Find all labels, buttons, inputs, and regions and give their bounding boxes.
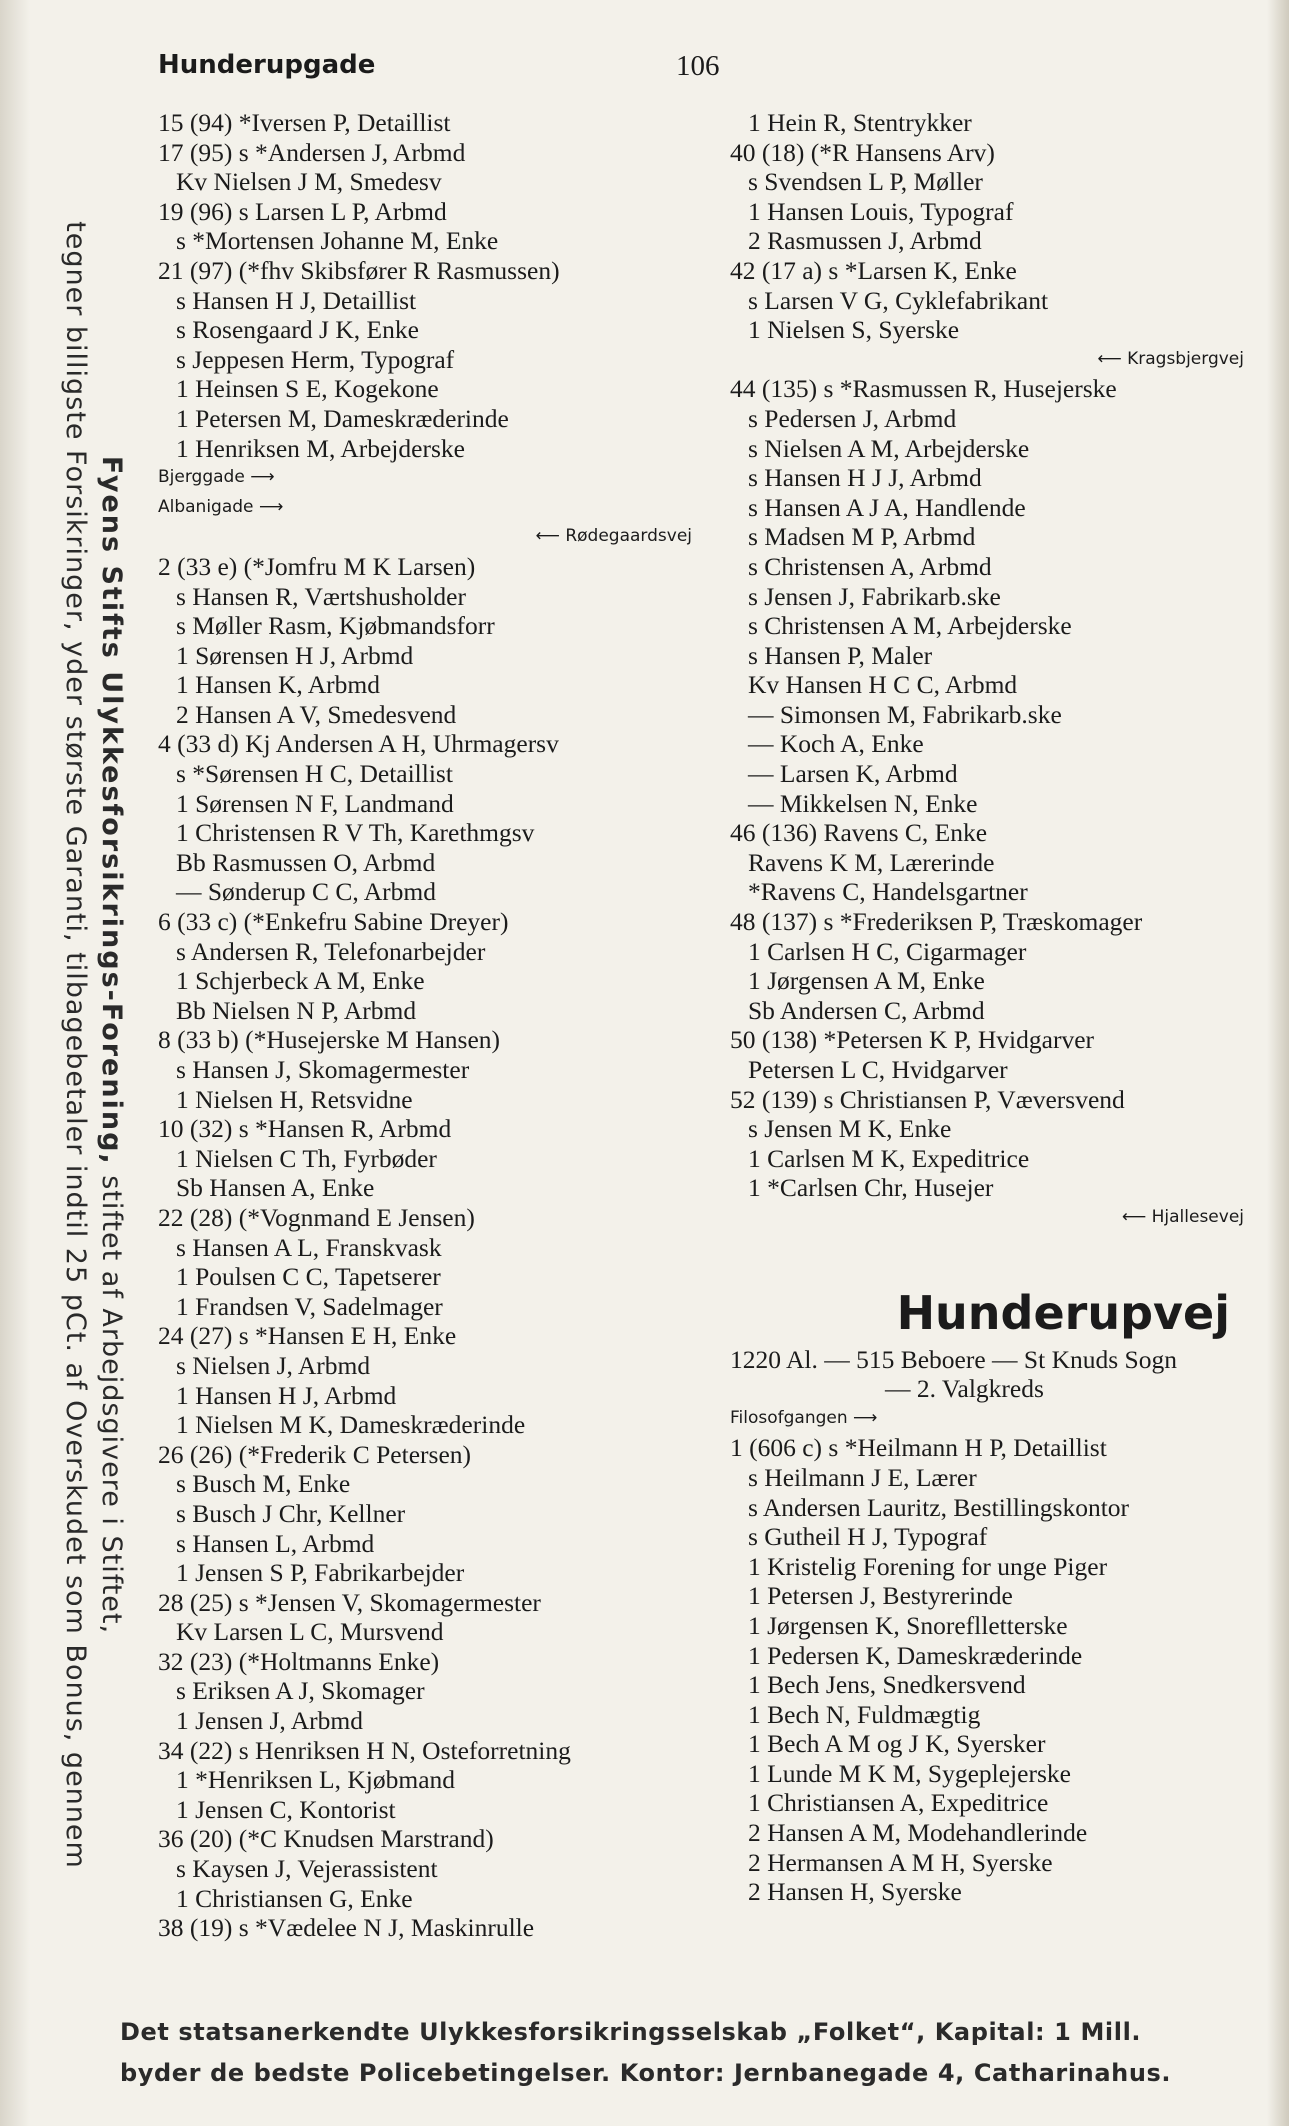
directory-entry: 1 Sørensen N F, Landmand	[176, 788, 454, 818]
directory-entry: 1 Carlsen H C, Cigarmager	[748, 936, 1027, 966]
directory-entry: 1 *Henriksen L, Kjøbmand	[176, 1765, 456, 1795]
arrow-right-icon: ⟶	[250, 467, 275, 488]
directory-entry: 26 (26) (*Frederik C Petersen)	[158, 1439, 471, 1469]
directory-entry: 1 Henriksen M, Arbejderske	[176, 433, 465, 463]
cross-street-marker	[158, 463, 698, 493]
directory-entry: 2 Hermansen A M H, Syerske	[748, 1847, 1053, 1877]
directory-entry: s Nielsen J, Arbmd	[176, 1350, 371, 1380]
directory-entry: 1 Christiansen G, Enke	[176, 1883, 413, 1913]
directory-entry: 36 (20) (*C Knudsen Marstrand)	[158, 1824, 494, 1854]
directory-entry: 40 (18) (*R Hansens Arv)	[730, 137, 995, 167]
directory-entry: Bb Rasmussen O, Arbmd	[176, 847, 436, 877]
directory-entry: 6 (33 c) (*Enkefru Sabine Dreyer)	[158, 907, 509, 937]
cross-street-marker	[730, 1203, 1250, 1233]
directory-entry: 22 (28) (*Vognmand E Jensen)	[158, 1202, 475, 1232]
directory-entry: 1 Sørensen H J, Arbmd	[176, 640, 414, 670]
directory-entry: Sb Hansen A, Enke	[176, 1173, 375, 1203]
cross-street-name: Filosofgangen	[730, 1407, 848, 1428]
running-header-street: Hunderupgade	[158, 50, 376, 80]
directory-entry: 1 Carlsen M K, Expeditrice	[748, 1143, 1030, 1173]
directory-entry: 1 Hansen Louis, Typograf	[748, 196, 1014, 226]
directory-entry: s Christensen A M, Arbejderske	[748, 611, 1072, 641]
directory-entry: 1 Jørgensen A M, Enke	[748, 966, 985, 996]
directory-entry: 1 Heinsen S E, Kogekone	[176, 374, 439, 404]
directory-entry: 1 Hansen K, Arbmd	[176, 670, 380, 700]
directory-entry: s Busch M, Enke	[176, 1469, 351, 1499]
directory-entry: 28 (25) s *Jensen V, Skomagermester	[158, 1587, 541, 1617]
directory-entry: s Busch J Chr, Kellner	[176, 1498, 406, 1528]
directory-entry: 1 *Carlsen Chr, Husejer	[748, 1173, 994, 1203]
cross-street-marker	[158, 522, 698, 552]
directory-entry: 1 Lunde M K M, Sygeplejerske	[748, 1758, 1071, 1788]
directory-entry: 44 (135) s *Rasmussen R, Husejerske	[730, 374, 1117, 404]
directory-entry: 8 (33 b) (*Husejerske M Hansen)	[158, 1025, 501, 1055]
directory-entry: 19 (96) s Larsen L P, Arbmd	[158, 196, 447, 226]
directory-entry: 24 (27) s *Hansen E H, Enke	[158, 1321, 457, 1351]
directory-entry: 17 (95) s *Andersen J, Arbmd	[158, 137, 466, 167]
side-ad-line-1	[93, 221, 129, 1869]
side-ad-line-2: tegner billigste Forsikringer, yder største Garanti, tilbagebetaler indtil 25 pCt. af Overskudet som Bonus, gennem	[60, 221, 91, 1869]
directory-entry: s Hansen A L, Franskvask	[176, 1232, 442, 1262]
directory-entry: 1 Jensen C, Kontorist	[176, 1794, 396, 1824]
directory-entry: 1 Christiansen A, Expeditrice	[748, 1788, 1049, 1818]
directory-entry: Ravens K M, Lærerinde	[748, 847, 995, 877]
column-right-entries-2	[730, 1404, 1250, 1907]
footer-advertisement	[120, 2012, 1289, 2094]
directory-entry: — Koch A, Enke	[748, 729, 924, 759]
cross-street-name: Hjallesevej	[1151, 1206, 1244, 1227]
directory-entry: s Pedersen J, Arbmd	[748, 403, 957, 433]
street-meta-line-2: — 2. Valgkreds	[885, 1374, 1044, 1404]
arrow-right-icon: ⟶	[853, 1407, 878, 1428]
directory-entry: s Gutheil H J, Typograf	[748, 1522, 988, 1552]
directory-entry: s Andersen R, Telefonarbejder	[176, 936, 486, 966]
directory-entry: 1 Bech A M og J K, Syersker	[748, 1729, 1046, 1759]
directory-entry: s Jensen J, Fabrikarb.ske	[748, 581, 1001, 611]
directory-entry: s Hansen L, Arbmd	[176, 1528, 375, 1558]
directory-entry: 1 Poulsen C C, Tapetserer	[176, 1262, 441, 1292]
directory-entry: s Jeppesen Herm, Typograf	[176, 344, 455, 374]
cross-street-marker	[730, 1404, 1250, 1434]
arrow-left-icon: ⟵	[1097, 348, 1122, 369]
arrow-left-icon: ⟵	[1121, 1206, 1147, 1227]
directory-entry: 1 Jørgensen K, Snoreflletterske	[748, 1610, 1068, 1640]
directory-entry: 34 (22) s Henriksen H N, Osteforretning	[158, 1735, 571, 1765]
directory-entry: — Sønderup C C, Arbmd	[176, 877, 436, 907]
directory-entry: 10 (32) s *Hansen R, Arbmd	[158, 1114, 452, 1144]
directory-entry: s Heilmann J E, Lærer	[748, 1462, 977, 1492]
directory-entry: s Hansen H J J, Arbmd	[748, 463, 982, 493]
directory-entry: 1 Frandsen V, Sadelmager	[176, 1291, 443, 1321]
directory-entry: s Nielsen A M, Arbejderske	[748, 433, 1030, 463]
directory-entry: 1 Nielsen H, Retsvidne	[176, 1084, 413, 1114]
directory-entry: Kv Hansen H C C, Arbmd	[748, 670, 1018, 700]
directory-entry: 1 Jensen S P, Fabrikarbejder	[176, 1558, 465, 1588]
directory-entry: 1 Nielsen S, Syerske	[748, 315, 960, 345]
directory-entry: s Hansen R, Værtshusholder	[176, 581, 466, 611]
directory-entry: 1 Petersen J, Bestyrerinde	[748, 1581, 1013, 1611]
directory-entry: s Svendsen L P, Møller	[748, 167, 983, 197]
directory-entry: s Hansen H J, Detaillist	[176, 285, 417, 315]
directory-entry: 2 Hansen H, Syerske	[748, 1877, 962, 1907]
directory-entry: 1 (606 c) s *Heilmann H P, Detaillist	[730, 1433, 1107, 1463]
cross-street-marker	[158, 493, 698, 523]
directory-entry: 1 Bech Jens, Snedkersvend	[748, 1670, 1026, 1700]
side-ad-line-1-rest: stiftet af Arbejdsgivere i Stiftet,	[96, 1165, 127, 1635]
column-right	[730, 108, 1250, 1907]
directory-entry: — Simonsen M, Fabrikarb.ske	[748, 699, 1062, 729]
cross-street-marker	[730, 345, 1250, 375]
directory-entry: 46 (136) Ravens C, Enke	[730, 818, 988, 848]
directory-entry: s Hansen A J A, Handlende	[748, 492, 1026, 522]
directory-entry: 15 (94) *Iversen P, Detaillist	[158, 108, 451, 137]
cross-street-name: Bjerggade	[158, 467, 245, 488]
directory-entry: 1 Bech N, Fuldmægtig	[748, 1699, 981, 1729]
directory-entry: 4 (33 d) Kj Andersen A H, Uhrmagersv	[158, 729, 559, 759]
directory-entry: s Madsen M P, Arbmd	[748, 522, 976, 552]
directory-entry: Kv Larsen L C, Mursvend	[176, 1617, 444, 1647]
directory-entry: 1 Hein R, Stentrykker	[748, 108, 972, 137]
directory-entry: 1 Jensen J, Arbmd	[176, 1706, 363, 1736]
directory-entry: s Kaysen J, Vejerassistent	[176, 1854, 438, 1884]
directory-entry: — Larsen K, Arbmd	[748, 759, 958, 789]
directory-entry: s *Sørensen H C, Detaillist	[176, 759, 453, 789]
directory-entry: 42 (17 a) s *Larsen K, Enke	[730, 255, 1017, 285]
directory-entry: 50 (138) *Petersen K P, Hvidgarver	[730, 1025, 1095, 1055]
cross-street-name: Rødegaardsvej	[565, 526, 692, 547]
street-title: Hunderupvej	[896, 1285, 1230, 1340]
directory-entry: Kv Nielsen J M, Smedesv	[176, 167, 442, 197]
directory-entry: 2 Rasmussen J, Arbmd	[748, 226, 982, 256]
arrow-left-icon: ⟵	[535, 526, 560, 547]
directory-entry: s Christensen A, Arbmd	[748, 551, 992, 581]
cross-street-name: Kragsbjergvej	[1127, 348, 1244, 369]
column-right-entries	[730, 108, 1250, 1233]
footer-line-2: byder de bedste Policebetingelser. Kontor: Jernbanegade 4, Catharinahus.	[120, 2059, 1172, 2087]
cross-street-name: Albanigade	[158, 496, 254, 517]
directory-entry: 2 Hansen A M, Modehandlerinde	[748, 1818, 1088, 1848]
directory-entry: 1 Nielsen M K, Dameskræderinde	[176, 1410, 526, 1440]
directory-entry: 48 (137) s *Frederiksen P, Træskomager	[730, 907, 1143, 937]
side-advertisement	[60, 150, 127, 1940]
directory-entry: 1 Schjerbeck A M, Enke	[176, 966, 425, 996]
footer-line-1: Det statsanerkendte Ulykkesforsikringsselskab „Folket“, Kapital: 1 Mill.	[120, 2018, 1142, 2046]
directory-entry: Bb Nielsen N P, Arbmd	[176, 995, 417, 1025]
directory-entry: 1 Pedersen K, Dameskræderinde	[748, 1640, 1083, 1670]
street-meta-line-1: 1220 Al. — 515 Beboere — St Knuds Sogn	[730, 1344, 1177, 1374]
directory-entry: — Mikkelsen N, Enke	[748, 788, 978, 818]
directory-entry: 21 (97) (*fhv Skibsfører R Rasmussen)	[158, 255, 560, 285]
directory-entry: 52 (139) s Christiansen P, Væversvend	[730, 1084, 1125, 1114]
directory-entry: Sb Andersen C, Arbmd	[748, 995, 985, 1025]
directory-entry: 2 (33 e) (*Jomfru M K Larsen)	[158, 551, 476, 581]
side-ad-org-name: Fyens Stifts Ulykkesforsikrings-Forening,	[96, 455, 127, 1166]
directory-entry: 1 Christensen R V Th, Karethmgsv	[176, 818, 535, 848]
directory-entry: s Jensen M K, Enke	[748, 1114, 952, 1144]
directory-entry: s Rosengaard J K, Enke	[176, 315, 419, 345]
directory-entry: 1 Nielsen C Th, Fyrbøder	[176, 1143, 437, 1173]
directory-entry: 1 Petersen M, Dameskræderinde	[176, 403, 509, 433]
page-number: 106	[676, 50, 720, 82]
directory-entry: s *Mortensen Johanne M, Enke	[176, 226, 499, 256]
directory-entry: 38 (19) s *Vædelee N J, Maskinrulle	[158, 1913, 535, 1943]
directory-entry: s Eriksen A J, Skomager	[176, 1676, 425, 1706]
directory-entry: 32 (23) (*Holtmanns Enke)	[158, 1646, 440, 1676]
directory-entry: s Hansen J, Skomagermester	[176, 1055, 470, 1084]
directory-entry: s Larsen V G, Cyklefabrikant	[748, 285, 1049, 315]
directory-entry: 2 Hansen A V, Smedesvend	[176, 699, 457, 729]
directory-entry: s Hansen P, Maler	[748, 640, 933, 670]
directory-entry: s Andersen Lauritz, Bestillingskontor	[748, 1492, 1130, 1522]
directory-entry: 1 Hansen H J, Arbmd	[176, 1380, 397, 1410]
page-edge-right	[1267, 0, 1289, 2126]
directory-entry: s Møller Rasm, Kjøbmandsforr	[176, 611, 495, 641]
directory-entry: *Ravens C, Handelsgartner	[748, 877, 1028, 907]
arrow-right-icon: ⟶	[258, 496, 284, 517]
column-left	[158, 108, 698, 1943]
page-edge-left	[0, 0, 30, 2126]
directory-entry: 1 Kristelig Forening for unge Piger	[748, 1551, 1108, 1581]
directory-entry: Petersen L C, Hvidgarver	[748, 1055, 1008, 1084]
